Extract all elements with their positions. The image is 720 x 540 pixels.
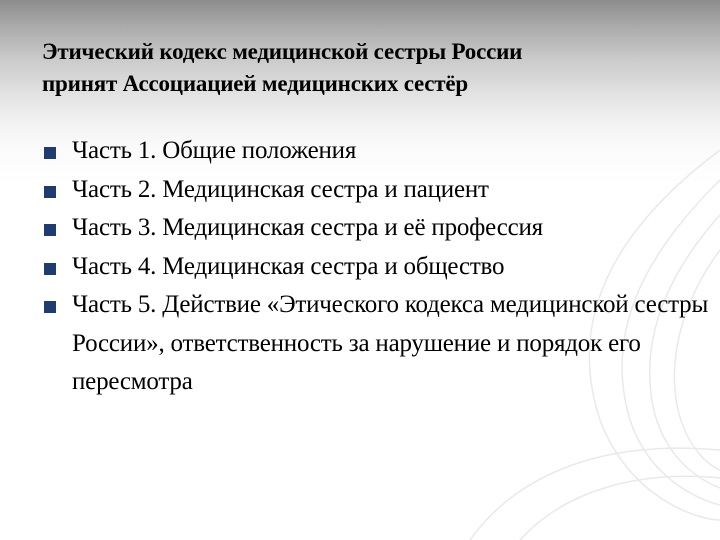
bullet-text: Часть 4. Медицинская сестра и общество <box>72 252 505 280</box>
bullet-text: Часть 3. Медицинская сестра и её профессия <box>72 214 543 241</box>
square-bullet-icon <box>44 224 56 236</box>
bullet-item-part-2 <box>44 171 714 210</box>
square-bullet-icon <box>44 186 56 198</box>
bullet-text: Часть 5. Действие «Этического кодекса медицинской сестры России», ответственность за нарушение и порядок его пересмотра <box>72 291 709 395</box>
square-bullet-icon <box>44 147 56 159</box>
slide-title <box>42 36 682 100</box>
square-bullet-icon <box>44 301 56 313</box>
bullet-item-part-3 <box>44 209 714 248</box>
bullet-item-part-5 <box>44 286 714 402</box>
bullet-text: Часть 1. Общие положения <box>72 137 357 164</box>
bullet-item-part-4 <box>44 248 714 287</box>
square-bullet-icon <box>44 263 56 275</box>
slide-title-line-1: Этический кодекс медицинской сестры России <box>42 39 523 64</box>
bullet-item-part-1 <box>44 132 714 171</box>
bullet-list <box>44 132 714 402</box>
slide-title-line-2: принят Ассоциацией медицинских сестёр <box>42 71 468 96</box>
bullet-text: Часть 2. Медицинская сестра и пациент <box>72 175 489 203</box>
